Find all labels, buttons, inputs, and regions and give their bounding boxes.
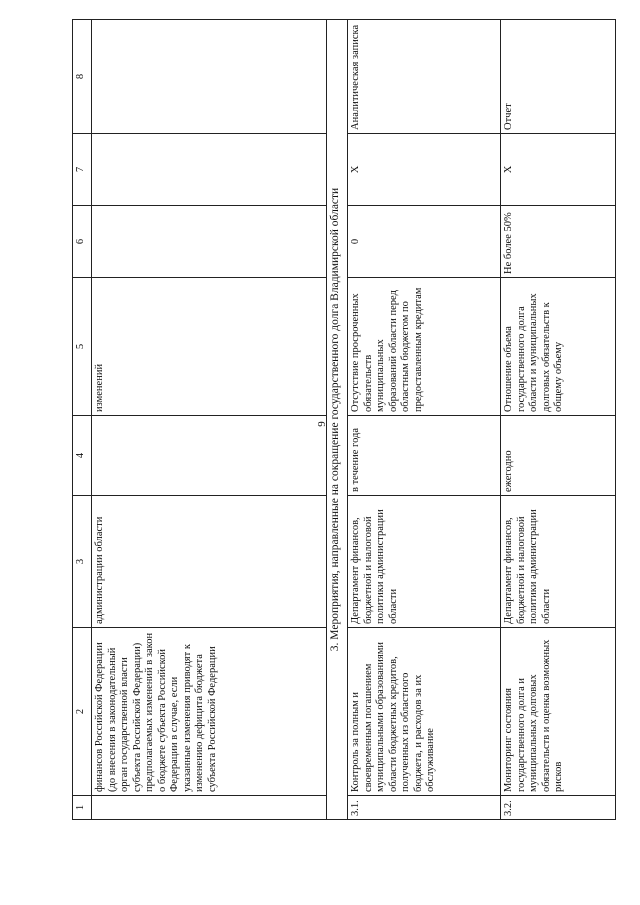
column-number: 2	[73, 628, 92, 796]
report-form-cell: Отчет	[501, 20, 616, 134]
table-cell: финансов Российской Федерации (до внесения в законодательный орган государственной власти субъекта Российской Федерации) предполагаемых изменений в закон о бюджете субъекта Российской Федерации в случае, если указанные изменения приводят к изменению дефицита бюджета субъекта Российской Федерации	[92, 628, 327, 796]
column-number: 4	[73, 416, 92, 496]
continuation-row	[92, 20, 327, 820]
table-cell	[92, 20, 327, 134]
responsible-cell: Департамент финансов, бюджетной и налоговой политики администрации области	[501, 496, 616, 628]
column-number: 7	[73, 134, 92, 206]
term-cell: ежегодно	[501, 416, 616, 496]
table-cell	[92, 796, 327, 820]
row-number: 3.2.	[501, 796, 616, 820]
measure-cell: Контроль за полным и своевременным погашением муниципальными образованиями области бюджетных кредитов, полученных из областного бюджета, и расходов за их обслуживание	[348, 628, 501, 796]
row-number: 3.1.	[348, 796, 501, 820]
table-cell: изменений	[92, 278, 327, 416]
measures-table	[72, 19, 616, 820]
column-number: 5	[73, 278, 92, 416]
table-cell	[92, 134, 327, 206]
column-number: 3	[73, 496, 92, 628]
responsible-cell: Департамент финансов, бюджетной и налоговой политики администрации области	[348, 496, 501, 628]
table-cell	[92, 416, 327, 496]
table-row	[348, 20, 501, 820]
report-form-cell: Аналитическая записка	[348, 20, 501, 134]
column7-cell: Х	[501, 134, 616, 206]
section-header-row	[327, 20, 348, 820]
indicator-cell: Отсутствие просроченных обязательств муниципальных образований области перед областным бюджетом по предоставленным кредитам	[348, 278, 501, 416]
section-title: 3. Мероприятия, направленные на сокращение государственного долга Владимирской области	[327, 20, 348, 820]
rotated-table-page	[72, 20, 632, 820]
table-cell	[92, 206, 327, 278]
page-number: 9	[316, 421, 328, 427]
column7-cell: Х	[348, 134, 501, 206]
column-number: 6	[73, 206, 92, 278]
indicator-cell: Отношение объема государственного долга области и муниципальных долговых обязательств к общему объему	[501, 278, 616, 416]
column-number: 8	[73, 20, 92, 134]
measure-cell: Мониторинг состояния государственного долга и муниципальных долговых обязательств и оценка возможных рисков	[501, 628, 616, 796]
table-row	[501, 20, 616, 820]
value-cell: Не более 50%	[501, 206, 616, 278]
column-number: 1	[73, 796, 92, 820]
term-cell: в течение года	[348, 416, 501, 496]
column-number-row	[73, 20, 92, 820]
table-cell: администрации области	[92, 496, 327, 628]
value-cell: 0	[348, 206, 501, 278]
